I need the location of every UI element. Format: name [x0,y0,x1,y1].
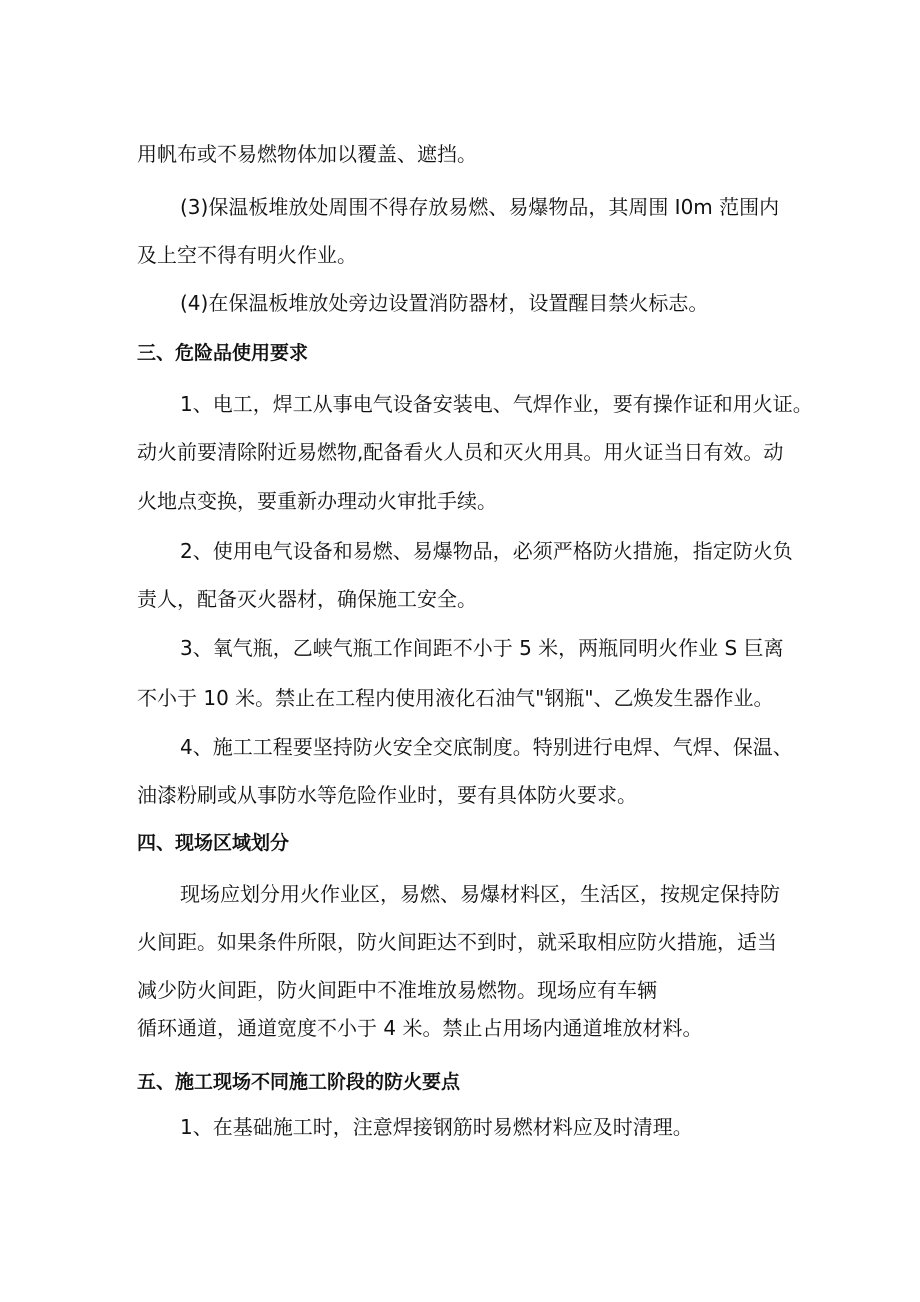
section-heading-4: 四、现场区域划分 [137,832,290,854]
text-line-4: (4)在保温板堆放处旁边设置消防器材，设置醒目禁火标志。 [180,291,709,315]
text-line-5: 1、电工，焊工从事电气设备安装电、气焊作业，要有操作证和用火证。 [180,392,813,416]
text-line-17: 循环通道，通道宽度不小于 4 米。禁止占用场内通道堆放材料。 [137,1016,703,1040]
text-line-16: 减少防火间距，防火间距中不准堆放易燃物。现场应有车辆 [137,978,657,1002]
text-line-6: 动火前要清除附近易燃物,配备看火人员和灭火用具。用火证当日有效。动 [137,440,784,464]
text-line-3: 及上空不得有明火作业。 [137,243,357,267]
text-line-8: 2、使用电气设备和易燃、易爆物品，必须严格防火措施，指定防火负 [180,539,793,563]
text-line-15: 火间距。如果条件所限，防火间距达不到时，就采取相应防火措施，适当 [137,930,777,954]
text-line-11: 不小于 10 米。禁止在工程内使用液化石油气"钢瓶"、乙焕发生器作业。 [137,686,774,710]
text-line-2: (3)保温板堆放处周围不得存放易燃、易爆物品，其周围 I0m 范围内 [180,195,780,219]
text-line-14: 现场应划分用火作业区，易燃、易爆材料区，生活区，按规定保持防 [180,882,780,906]
section-heading-3: 三、危险品使用要求 [137,342,309,364]
text-line-1: 用帆布或不易燃物体加以覆盖、遮挡。 [137,142,477,166]
text-line-10: 3、氧气瓶，乙峡气瓶工作间距不小于 5 米，两瓶同明火作业 S 巨离 [180,636,784,660]
text-line-12: 4、施工工程要坚持防火安全交底制度。特别进行电焊、气焊、保温、 [180,735,793,759]
text-line-18: 1、在基础施工时，注意焊接钢筋时易燃材料应及时清理。 [180,1115,693,1139]
text-line-13: 油漆粉刷或从事防水等危险作业时，要有具体防火要求。 [137,783,637,807]
text-line-7: 火地点变换，要重新办理动火审批手续。 [137,489,497,513]
section-heading-5: 五、施工现场不同施工阶段的防火要点 [137,1071,461,1093]
text-line-9: 责人，配备灭火器材，确保施工安全。 [137,587,477,611]
